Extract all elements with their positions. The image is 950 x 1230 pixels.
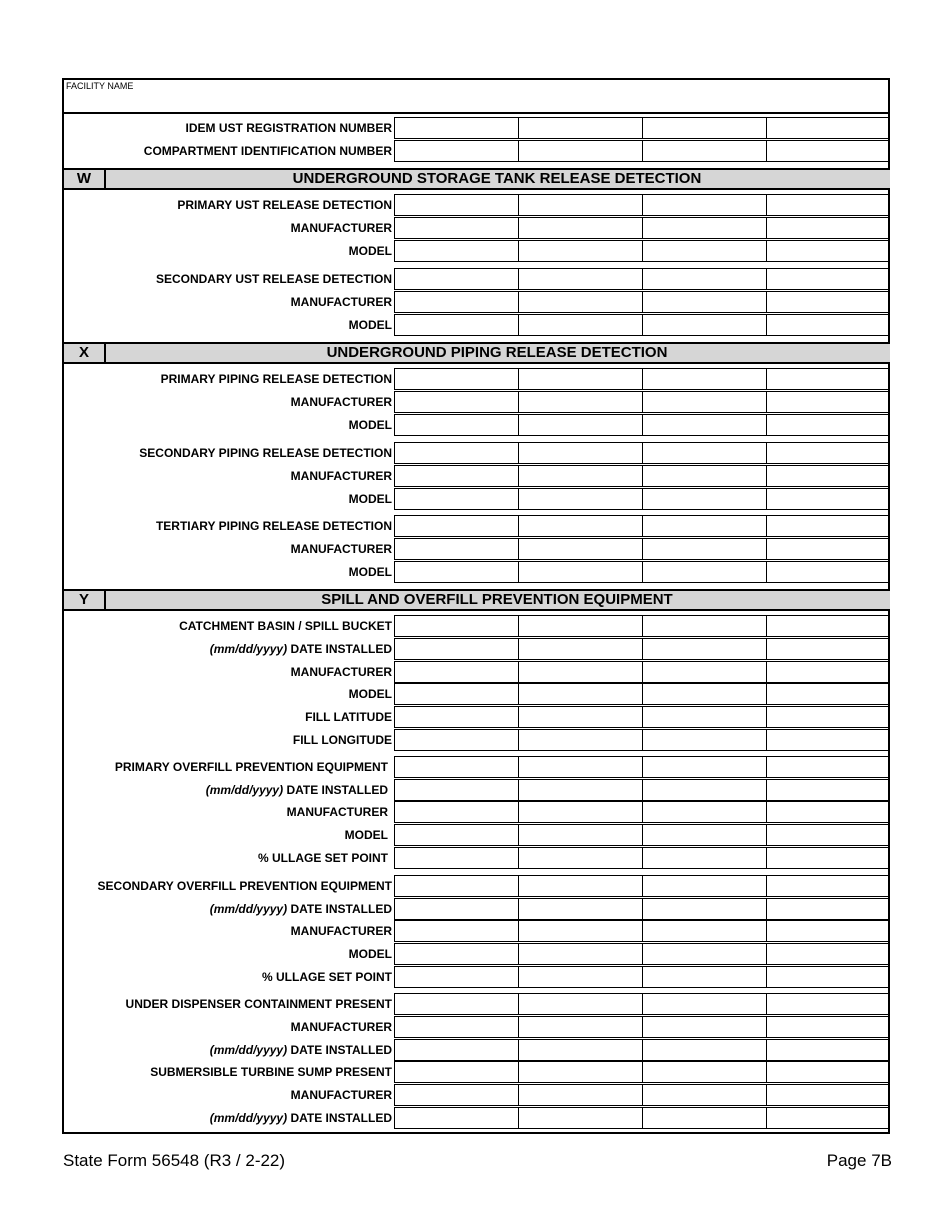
section-letter: Y: [64, 591, 106, 609]
field-label: [64, 1061, 392, 1083]
field-label: [64, 194, 392, 216]
page-number: Page 7B: [826, 1151, 892, 1170]
entry-cell-4[interactable]: [766, 824, 890, 846]
facility-name-field[interactable]: [64, 80, 888, 114]
field-label: [64, 683, 392, 705]
entry-cell-2[interactable]: [518, 1061, 642, 1083]
entry-cell-4[interactable]: [766, 1061, 890, 1083]
entry-cell-4[interactable]: [766, 875, 890, 897]
entry-cell-1[interactable]: [394, 140, 518, 162]
form-row: [64, 465, 890, 487]
entry-cell-1[interactable]: [394, 943, 518, 965]
entry-cell-3[interactable]: [642, 465, 766, 487]
entry-cell-2[interactable]: [518, 442, 642, 464]
entry-cell-3[interactable]: [642, 943, 766, 965]
entry-cell-1[interactable]: [394, 538, 518, 560]
form-row: [64, 217, 890, 239]
entry-cell-4[interactable]: [766, 515, 890, 537]
form-row: [64, 993, 890, 1015]
entry-cell-4[interactable]: [766, 465, 890, 487]
entry-cell-3[interactable]: [642, 1084, 766, 1106]
entry-cell-3[interactable]: [642, 1016, 766, 1038]
section-letter: X: [64, 344, 106, 362]
field-label-text: COMPARTMENT IDENTIFICATION NUMBER: [143, 144, 392, 158]
entry-cell-2[interactable]: [518, 993, 642, 1015]
entry-cell-2[interactable]: [518, 465, 642, 487]
date-format-hint: (mm/dd/yyyy): [209, 902, 288, 916]
form-row: [64, 706, 890, 728]
field-label-text: MANUFACTURER: [290, 1020, 392, 1034]
form-row: [64, 240, 890, 262]
field-label-text: MODEL: [348, 492, 392, 506]
entry-cell-1[interactable]: [394, 729, 518, 751]
entry-cell-4[interactable]: [766, 993, 890, 1015]
entry-cell-1[interactable]: [394, 661, 518, 683]
entry-cell-1[interactable]: [394, 488, 518, 510]
entry-cell-1[interactable]: [394, 515, 518, 537]
field-label: [64, 847, 388, 869]
entry-cell-1[interactable]: [394, 993, 518, 1015]
entry-cell-1[interactable]: [394, 683, 518, 705]
entry-cell-3[interactable]: [642, 391, 766, 413]
entry-cell-2[interactable]: [518, 1039, 642, 1061]
entry-cell-1[interactable]: [394, 615, 518, 637]
field-label-text: MANUFACTURER: [290, 665, 392, 679]
entry-cell-2[interactable]: [518, 638, 642, 660]
field-label-text: MANUFACTURER: [290, 295, 392, 309]
entry-cell-3[interactable]: [642, 368, 766, 390]
field-label: [64, 993, 392, 1015]
entry-cell-4[interactable]: [766, 488, 890, 510]
entry-cell-4[interactable]: [766, 638, 890, 660]
form-row: [64, 515, 890, 537]
entry-cell-1[interactable]: [394, 465, 518, 487]
entry-cell-3[interactable]: [642, 801, 766, 823]
field-label-text: PRIMARY PIPING RELEASE DETECTION: [160, 372, 392, 386]
entry-cell-1[interactable]: [394, 268, 518, 290]
form-row: [64, 414, 890, 436]
entry-cell-1[interactable]: [394, 1084, 518, 1106]
entry-cell-3[interactable]: [642, 729, 766, 751]
entry-cell-3[interactable]: [642, 1061, 766, 1083]
entry-cell-3[interactable]: [642, 1107, 766, 1129]
entry-cell-3[interactable]: [642, 268, 766, 290]
field-label-text: MANUFACTURER: [290, 1088, 392, 1102]
entry-cell-2[interactable]: [518, 875, 642, 897]
entry-cell-4[interactable]: [766, 1039, 890, 1061]
field-label-text: MANUFACTURER: [286, 805, 388, 819]
field-label: [64, 291, 392, 313]
entry-cell-2[interactable]: [518, 561, 642, 583]
entry-cell-3[interactable]: [642, 920, 766, 942]
field-label: [64, 943, 392, 965]
entry-cell-1[interactable]: [394, 1039, 518, 1061]
field-label: [64, 729, 392, 751]
form-row: [64, 966, 890, 988]
entry-cell-4[interactable]: [766, 117, 890, 139]
entry-cell-1[interactable]: [394, 779, 518, 801]
field-label-text: MODEL: [348, 687, 392, 701]
entry-cell-4[interactable]: [766, 847, 890, 869]
entry-cell-3[interactable]: [642, 117, 766, 139]
field-label: [64, 538, 392, 560]
field-label: [64, 117, 392, 139]
entry-cell-4[interactable]: [766, 314, 890, 336]
form-row: [64, 488, 890, 510]
facility-name-label: FACILITY NAME: [66, 81, 134, 91]
form-row: [64, 391, 890, 413]
form-row: [64, 1039, 890, 1061]
entry-cell-4[interactable]: [766, 615, 890, 637]
field-label: [64, 706, 392, 728]
field-label-text: MANUFACTURER: [290, 395, 392, 409]
form-row: [64, 1107, 890, 1129]
entry-cell-3[interactable]: [642, 993, 766, 1015]
form-row: [64, 824, 890, 846]
entry-cell-2[interactable]: [518, 538, 642, 560]
form-frame: [62, 78, 890, 1134]
entry-cell-4[interactable]: [766, 706, 890, 728]
field-label-text: % ULLAGE SET POINT: [261, 970, 392, 984]
entry-cell-2[interactable]: [518, 240, 642, 262]
entry-cell-4[interactable]: [766, 268, 890, 290]
entry-cell-1[interactable]: [394, 442, 518, 464]
field-label-text: MODEL: [348, 565, 392, 579]
entry-cell-3[interactable]: [642, 875, 766, 897]
entry-cell-1[interactable]: [394, 391, 518, 413]
section-header-x: [64, 342, 890, 364]
entry-cell-3[interactable]: [642, 779, 766, 801]
field-label-text: DATE INSTALLED: [290, 642, 392, 656]
entry-cell-4[interactable]: [766, 561, 890, 583]
field-label: [64, 314, 392, 336]
field-label: [64, 756, 388, 778]
field-label-text: MODEL: [348, 244, 392, 258]
entry-cell-3[interactable]: [642, 291, 766, 313]
entry-cell-4[interactable]: [766, 966, 890, 988]
field-label: [64, 920, 392, 942]
entry-cell-2[interactable]: [518, 847, 642, 869]
date-format-hint: (mm/dd/yyyy): [209, 1111, 288, 1125]
entry-cell-2[interactable]: [518, 117, 642, 139]
field-label-text: MODEL: [348, 947, 392, 961]
field-label: [64, 1016, 392, 1038]
field-label: [64, 140, 392, 162]
form-row: [64, 117, 890, 139]
section-title: SPILL AND OVERFILL PREVENTION EQUIPMENT: [321, 591, 673, 608]
entry-cell-2[interactable]: [518, 414, 642, 436]
entry-cell-3[interactable]: [642, 1039, 766, 1061]
field-label: [64, 368, 392, 390]
entry-cell-3[interactable]: [642, 515, 766, 537]
entry-cell-2[interactable]: [518, 488, 642, 510]
form-row: [64, 1084, 890, 1106]
form-row: [64, 875, 890, 897]
entry-cell-2[interactable]: [518, 615, 642, 637]
field-label-text: SECONDARY PIPING RELEASE DETECTION: [139, 446, 392, 460]
section-header-w: [64, 168, 890, 190]
entry-cell-4[interactable]: [766, 1016, 890, 1038]
entry-cell-1[interactable]: [394, 1061, 518, 1083]
section-title: UNDERGROUND PIPING RELEASE DETECTION: [326, 344, 668, 361]
entry-cell-4[interactable]: [766, 920, 890, 942]
form-row: [64, 920, 890, 942]
field-label-text: PRIMARY OVERFILL PREVENTION EQUIPMENT: [114, 760, 388, 774]
field-label: [64, 779, 388, 801]
entry-cell-3[interactable]: [642, 847, 766, 869]
entry-cell-1[interactable]: [394, 194, 518, 216]
entry-cell-1[interactable]: [394, 240, 518, 262]
field-label: [64, 414, 392, 436]
entry-cell-2[interactable]: [518, 194, 642, 216]
entry-cell-2[interactable]: [518, 217, 642, 239]
entry-cell-1[interactable]: [394, 1107, 518, 1129]
entry-cell-1[interactable]: [394, 847, 518, 869]
entry-cell-1[interactable]: [394, 368, 518, 390]
entry-cell-2[interactable]: [518, 683, 642, 705]
entry-cell-3[interactable]: [642, 706, 766, 728]
entry-cell-4[interactable]: [766, 217, 890, 239]
entry-cell-3[interactable]: [642, 683, 766, 705]
form-row: [64, 194, 890, 216]
entry-cell-4[interactable]: [766, 391, 890, 413]
entry-cell-2[interactable]: [518, 920, 642, 942]
entry-cell-3[interactable]: [642, 824, 766, 846]
form-number: State Form 56548 (R3 / 2-22): [63, 1151, 286, 1170]
entry-cell-2[interactable]: [518, 291, 642, 313]
entry-cell-3[interactable]: [642, 638, 766, 660]
section-title: UNDERGROUND STORAGE TANK RELEASE DETECTION: [292, 170, 702, 187]
field-label: [64, 391, 392, 413]
entry-cell-2[interactable]: [518, 801, 642, 823]
field-label-text: DATE INSTALLED: [290, 1043, 392, 1057]
entry-cell-1[interactable]: [394, 824, 518, 846]
entry-cell-3[interactable]: [642, 217, 766, 239]
entry-cell-3[interactable]: [642, 561, 766, 583]
entry-cell-4[interactable]: [766, 140, 890, 162]
field-label: [64, 240, 392, 262]
field-label-text: FILL LATITUDE: [305, 710, 392, 724]
field-label-text: CATCHMENT BASIN / SPILL BUCKET: [179, 619, 392, 633]
entry-cell-3[interactable]: [642, 488, 766, 510]
field-label-text: MODEL: [348, 318, 392, 332]
entry-cell-3[interactable]: [642, 442, 766, 464]
field-label: [64, 1039, 392, 1061]
date-format-hint: (mm/dd/yyyy): [209, 1043, 288, 1057]
entry-cell-1[interactable]: [394, 966, 518, 988]
entry-cell-4[interactable]: [766, 943, 890, 965]
section-header-y: [64, 589, 890, 611]
field-label-text: % ULLAGE SET POINT: [257, 851, 388, 865]
field-label-text: MANUFACTURER: [290, 221, 392, 235]
date-format-hint: (mm/dd/yyyy): [209, 642, 288, 656]
entry-cell-1[interactable]: [394, 314, 518, 336]
entry-cell-1[interactable]: [394, 920, 518, 942]
field-label-text: SECONDARY UST RELEASE DETECTION: [155, 272, 392, 286]
form-row: [64, 314, 890, 336]
entry-cell-3[interactable]: [642, 538, 766, 560]
form-row: [64, 615, 890, 637]
entry-cell-4[interactable]: [766, 1084, 890, 1106]
entry-cell-2[interactable]: [518, 756, 642, 778]
form-row: [64, 756, 890, 778]
entry-cell-3[interactable]: [642, 140, 766, 162]
entry-cell-2[interactable]: [518, 140, 642, 162]
section-letter: W: [64, 170, 106, 188]
form-row: [64, 943, 890, 965]
field-label-text: MODEL: [344, 828, 388, 842]
entry-cell-3[interactable]: [642, 240, 766, 262]
entry-cell-2[interactable]: [518, 515, 642, 537]
field-label: [64, 1107, 392, 1129]
field-label-text: PRIMARY UST RELEASE DETECTION: [177, 198, 392, 212]
field-label-text: MANUFACTURER: [290, 924, 392, 938]
form-row: [64, 638, 890, 660]
form-row: [64, 661, 890, 683]
entry-cell-4[interactable]: [766, 801, 890, 823]
field-label-text: IDEM UST REGISTRATION NUMBER: [185, 121, 392, 135]
entry-cell-2[interactable]: [518, 729, 642, 751]
entry-cell-2[interactable]: [518, 368, 642, 390]
entry-cell-3[interactable]: [642, 756, 766, 778]
field-label: [64, 801, 388, 823]
field-label: [64, 561, 392, 583]
entry-cell-2[interactable]: [518, 391, 642, 413]
form-row: [64, 683, 890, 705]
form-row: [64, 140, 890, 162]
field-label-text: SUBMERSIBLE TURBINE SUMP PRESENT: [150, 1065, 392, 1079]
form-row: [64, 898, 890, 920]
entry-cell-2[interactable]: [518, 706, 642, 728]
field-label-text: TERTIARY PIPING RELEASE DETECTION: [155, 519, 392, 533]
field-label: [64, 1084, 392, 1106]
field-label-text: SECONDARY OVERFILL PREVENTION EQUIPMENT: [97, 879, 392, 893]
entry-cell-4[interactable]: [766, 240, 890, 262]
entry-cell-2[interactable]: [518, 943, 642, 965]
field-label: [64, 268, 392, 290]
field-label-text: DATE INSTALLED: [290, 902, 392, 916]
field-label: [64, 465, 392, 487]
entry-cell-3[interactable]: [642, 194, 766, 216]
entry-cell-1[interactable]: [394, 801, 518, 823]
entry-cell-4[interactable]: [766, 898, 890, 920]
entry-cell-2[interactable]: [518, 898, 642, 920]
field-label: [64, 515, 392, 537]
entry-cell-2[interactable]: [518, 1016, 642, 1038]
entry-cell-2[interactable]: [518, 1084, 642, 1106]
entry-cell-1[interactable]: [394, 756, 518, 778]
entry-cell-4[interactable]: [766, 194, 890, 216]
entry-cell-1[interactable]: [394, 561, 518, 583]
form-row: [64, 561, 890, 583]
entry-cell-1[interactable]: [394, 1016, 518, 1038]
form-row: [64, 442, 890, 464]
field-label-text: MODEL: [348, 418, 392, 432]
entry-cell-4[interactable]: [766, 442, 890, 464]
form-row: [64, 368, 890, 390]
form-row: [64, 1061, 890, 1083]
form-row: [64, 268, 890, 290]
entry-cell-4[interactable]: [766, 661, 890, 683]
entry-cell-3[interactable]: [642, 414, 766, 436]
form-row: [64, 779, 890, 801]
entry-cell-3[interactable]: [642, 661, 766, 683]
entry-cell-2[interactable]: [518, 966, 642, 988]
entry-cell-4[interactable]: [766, 683, 890, 705]
entry-cell-4[interactable]: [766, 414, 890, 436]
entry-cell-1[interactable]: [394, 217, 518, 239]
field-label: [64, 966, 392, 988]
form-row: [64, 729, 890, 751]
field-label-text: UNDER DISPENSER CONTAINMENT PRESENT: [125, 997, 392, 1011]
entry-cell-1[interactable]: [394, 898, 518, 920]
field-label: [64, 661, 392, 683]
entry-cell-1[interactable]: [394, 875, 518, 897]
entry-cell-4[interactable]: [766, 779, 890, 801]
entry-cell-1[interactable]: [394, 117, 518, 139]
entry-cell-3[interactable]: [642, 966, 766, 988]
field-label-text: DATE INSTALLED: [290, 1111, 392, 1125]
entry-cell-4[interactable]: [766, 368, 890, 390]
field-label-text: MANUFACTURER: [290, 469, 392, 483]
entry-cell-1[interactable]: [394, 706, 518, 728]
entry-cell-1[interactable]: [394, 638, 518, 660]
form-row: [64, 847, 890, 869]
form-row: [64, 1016, 890, 1038]
entry-cell-2[interactable]: [518, 824, 642, 846]
entry-cell-4[interactable]: [766, 538, 890, 560]
field-label-text: MANUFACTURER: [290, 542, 392, 556]
form-row: [64, 801, 890, 823]
field-label: [64, 875, 392, 897]
entry-cell-2[interactable]: [518, 661, 642, 683]
field-label: [64, 488, 392, 510]
entry-cell-4[interactable]: [766, 291, 890, 313]
field-label: [64, 615, 392, 637]
entry-cell-3[interactable]: [642, 314, 766, 336]
field-label: [64, 442, 392, 464]
entry-cell-2[interactable]: [518, 268, 642, 290]
entry-cell-1[interactable]: [394, 291, 518, 313]
field-label: [64, 217, 392, 239]
entry-cell-4[interactable]: [766, 729, 890, 751]
form-row: [64, 538, 890, 560]
entry-cell-2[interactable]: [518, 1107, 642, 1129]
entry-cell-3[interactable]: [642, 898, 766, 920]
field-label-text: DATE INSTALLED: [286, 783, 388, 797]
entry-cell-2[interactable]: [518, 314, 642, 336]
entry-cell-1[interactable]: [394, 414, 518, 436]
date-format-hint: (mm/dd/yyyy): [205, 783, 284, 797]
entry-cell-4[interactable]: [766, 1107, 890, 1129]
field-label-text: FILL LONGITUDE: [292, 733, 392, 747]
entry-cell-4[interactable]: [766, 756, 890, 778]
entry-cell-3[interactable]: [642, 615, 766, 637]
field-label: [64, 898, 392, 920]
field-label: [64, 824, 388, 846]
entry-cell-2[interactable]: [518, 779, 642, 801]
form-row: [64, 291, 890, 313]
field-label: [64, 638, 392, 660]
